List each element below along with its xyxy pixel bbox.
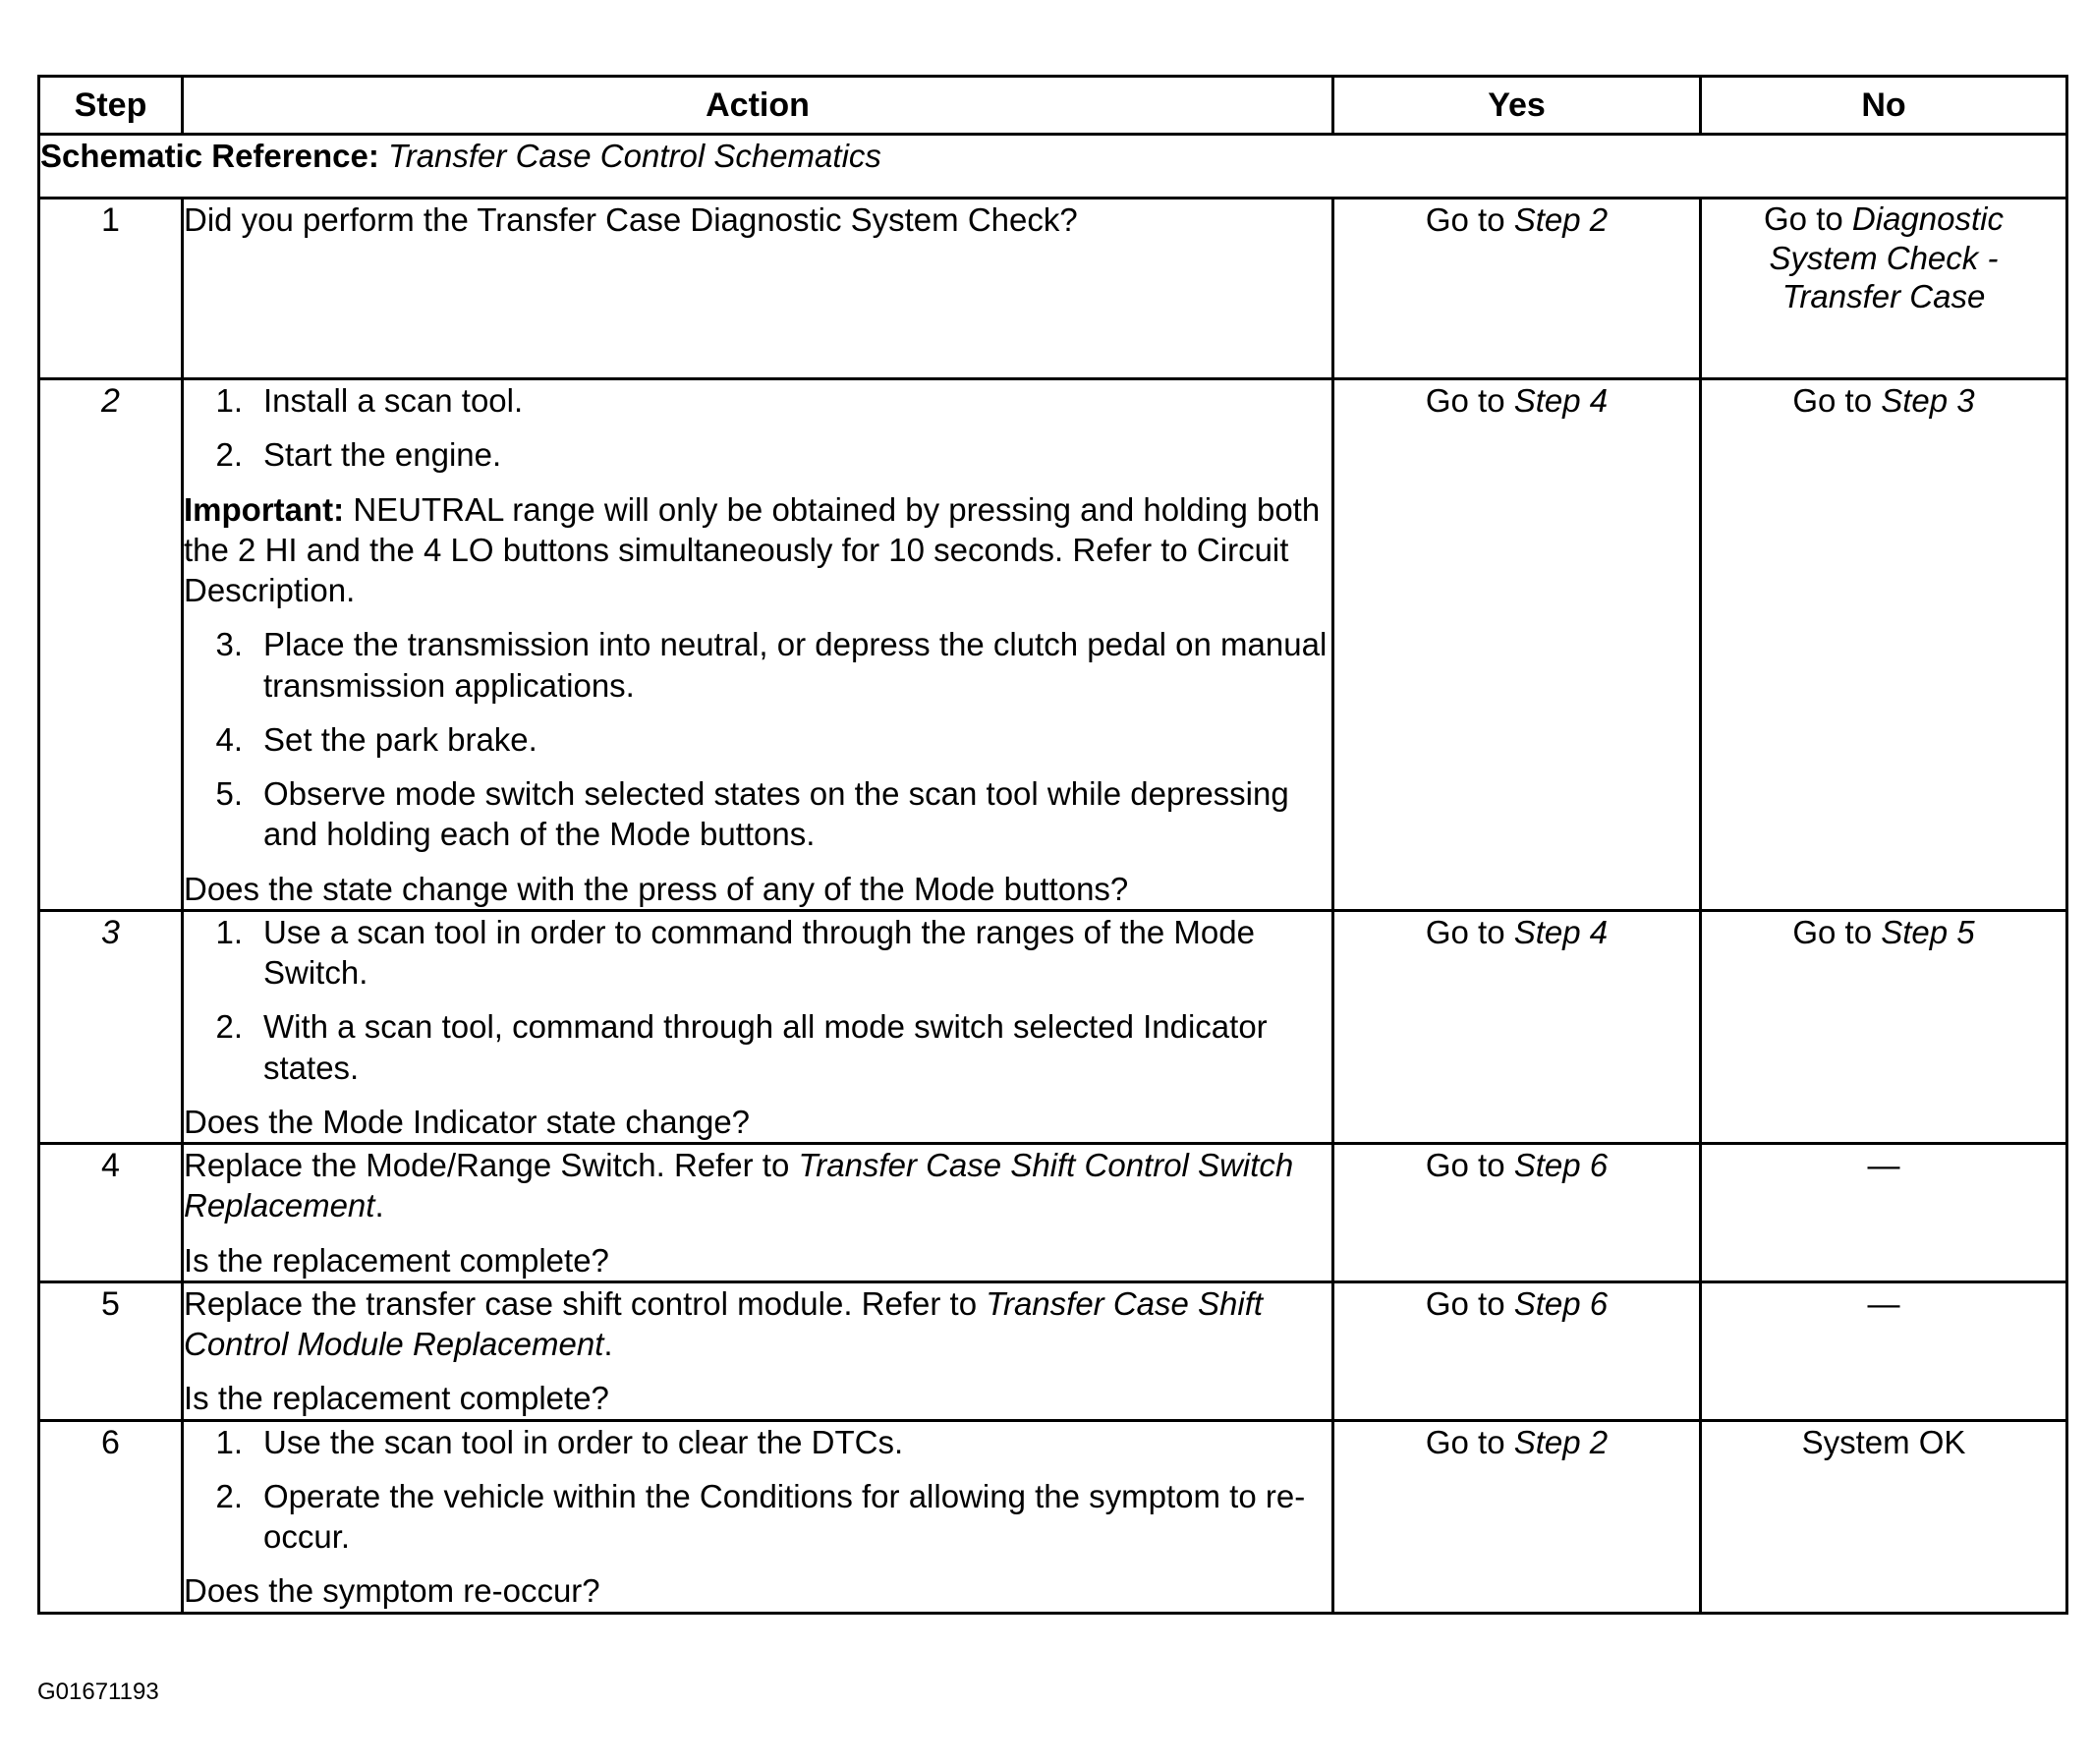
list-item — [184, 1476, 1331, 1558]
list-number: 3. — [215, 626, 243, 663]
no-cell — [1701, 1144, 2067, 1282]
no-cell — [1701, 379, 2067, 911]
yes-prefix: Go to — [1425, 201, 1505, 238]
action-cell — [183, 1144, 1333, 1282]
schematic-reference-row — [39, 135, 2067, 199]
no-prefix: Go to — [1792, 913, 1873, 950]
important-note — [184, 489, 1331, 611]
no-prefix: Go to — [1792, 382, 1873, 419]
schematic-reference-cell — [39, 135, 2067, 199]
question-text: Does the state change with the press of any of the Mode buttons? — [184, 870, 1129, 907]
action-cell — [183, 1281, 1333, 1420]
yes-step-link[interactable]: Step 2 — [1513, 201, 1609, 238]
list-text: Use a scan tool in order to command through the ranges of the Mode Switch. — [263, 913, 1255, 991]
header-no: No — [1701, 77, 2067, 135]
figure-id: G01671193 — [37, 1679, 159, 1705]
no-prefix: Go to — [1764, 200, 1843, 237]
list-number: 1. — [215, 913, 243, 950]
yes-cell — [1333, 910, 1701, 1143]
procedure-link[interactable]: Transfer Case Shift Control Module Replacement — [184, 1284, 1264, 1362]
header-row — [39, 77, 2067, 135]
important-text: NEUTRAL range will only be obtained by pressing and holding both the 2 HI and the 4 LO buttons simultaneously for 10 seconds. Refer to Circuit Description. — [184, 490, 1321, 608]
table-row-step-1 — [39, 199, 2067, 379]
question-text: Does the symptom re-occur? — [184, 1572, 600, 1610]
action-cell — [183, 1420, 1333, 1613]
list-number: 5. — [215, 775, 243, 812]
no-dash: — — [1867, 1284, 1900, 1322]
list-text: Install a scan tool. — [263, 382, 524, 419]
yes-prefix: Go to — [1425, 382, 1505, 419]
step-number: 5 — [39, 1281, 183, 1420]
yes-prefix: Go to — [1425, 1284, 1505, 1322]
no-link-line-2[interactable]: System Check - — [1769, 239, 1999, 276]
schematic-reference-link[interactable]: Transfer Case Control Schematics — [388, 138, 881, 174]
list-item — [184, 380, 1331, 421]
list-number: 2. — [215, 1008, 243, 1046]
no-result: System OK — [1801, 1423, 1966, 1460]
action-text-after: . — [603, 1326, 613, 1362]
yes-step-link[interactable]: Step 6 — [1513, 1147, 1609, 1183]
table-row-step-4 — [39, 1144, 2067, 1282]
list-number: 1. — [215, 382, 243, 419]
list-number: 2. — [215, 1477, 243, 1514]
action-text-before: Replace the Mode/Range Switch. Refer to — [184, 1147, 790, 1183]
action-text-after: . — [374, 1187, 384, 1224]
header-yes: Yes — [1333, 77, 1701, 135]
question-text: Did you perform the Transfer Case Diagnostic System Check? — [184, 201, 1078, 238]
action-text — [184, 1283, 1331, 1365]
diagnostic-table — [37, 75, 2068, 1615]
list-text: Use the scan tool in order to clear the DTCs. — [263, 1423, 904, 1460]
yes-step-link[interactable]: Step 4 — [1513, 913, 1609, 950]
table-row-step-6 — [39, 1420, 2067, 1613]
list-text: Start the engine. — [263, 436, 502, 474]
list-text: Operate the vehicle within the Conditions for allowing the symptom to re-occur. — [263, 1477, 1306, 1555]
no-cell — [1701, 199, 2067, 379]
action-text — [184, 1145, 1331, 1226]
step-number: 3 — [39, 910, 183, 1143]
yes-step-link[interactable]: Step 6 — [1513, 1284, 1609, 1322]
yes-step-link[interactable]: Step 4 — [1513, 382, 1609, 419]
action-cell — [183, 379, 1333, 911]
yes-step-link[interactable]: Step 2 — [1513, 1423, 1609, 1460]
action-text-before: Replace the transfer case shift control module. Refer to — [184, 1284, 978, 1322]
no-cell — [1701, 910, 2067, 1143]
list-number: 4. — [215, 720, 243, 758]
step-number: 1 — [39, 199, 183, 379]
list-item — [184, 434, 1331, 475]
list-item — [184, 1422, 1331, 1462]
no-link-line-3[interactable]: Transfer Case — [1781, 278, 1986, 315]
list-number: 1. — [215, 1423, 243, 1460]
procedure-link[interactable]: Transfer Case Shift Control Switch Replacement — [184, 1147, 1294, 1224]
table-row-step-3 — [39, 910, 2067, 1143]
action-cell — [183, 910, 1333, 1143]
question-text: Is the replacement complete? — [184, 1380, 609, 1417]
no-cell — [1701, 1281, 2067, 1420]
list-item — [184, 912, 1331, 994]
no-cell — [1701, 1420, 2067, 1613]
step-number: 2 — [39, 379, 183, 911]
list-text: With a scan tool, command through all mode switch selected Indicator states. — [263, 1008, 1268, 1086]
no-step-link[interactable]: Step 3 — [1881, 382, 1975, 419]
list-text: Place the transmission into neutral, or depress the clutch pedal on manual transmission applications. — [263, 626, 1328, 704]
schematic-reference-label: Schematic Reference: — [40, 138, 379, 174]
yes-cell — [1333, 1144, 1701, 1282]
important-label: Important: — [184, 490, 345, 528]
no-link-line-1[interactable]: Diagnostic — [1851, 200, 2004, 237]
table-row-step-2 — [39, 379, 2067, 911]
list-text: Set the park brake. — [263, 720, 537, 758]
action-cell — [183, 199, 1333, 379]
yes-prefix: Go to — [1425, 1423, 1505, 1460]
list-item — [184, 719, 1331, 760]
list-item — [184, 1006, 1331, 1088]
question-text: Does the Mode Indicator state change? — [184, 1103, 751, 1140]
no-dash: — — [1867, 1147, 1900, 1183]
list-item — [184, 773, 1331, 855]
step-number: 4 — [39, 1144, 183, 1282]
step-number: 6 — [39, 1420, 183, 1613]
no-step-link[interactable]: Step 5 — [1881, 913, 1975, 950]
yes-prefix: Go to — [1425, 913, 1505, 950]
yes-cell — [1333, 1281, 1701, 1420]
yes-cell — [1333, 199, 1701, 379]
list-item — [184, 624, 1331, 706]
list-number: 2. — [215, 436, 243, 474]
header-step: Step — [39, 77, 183, 135]
yes-cell — [1333, 1420, 1701, 1613]
table-row-step-5 — [39, 1281, 2067, 1420]
question-text: Is the replacement complete? — [184, 1241, 609, 1279]
yes-prefix: Go to — [1425, 1147, 1505, 1183]
yes-cell — [1333, 379, 1701, 911]
header-action: Action — [183, 77, 1333, 135]
list-text: Observe mode switch selected states on the scan tool while depressing and holding each of the Mode buttons. — [263, 775, 1289, 853]
